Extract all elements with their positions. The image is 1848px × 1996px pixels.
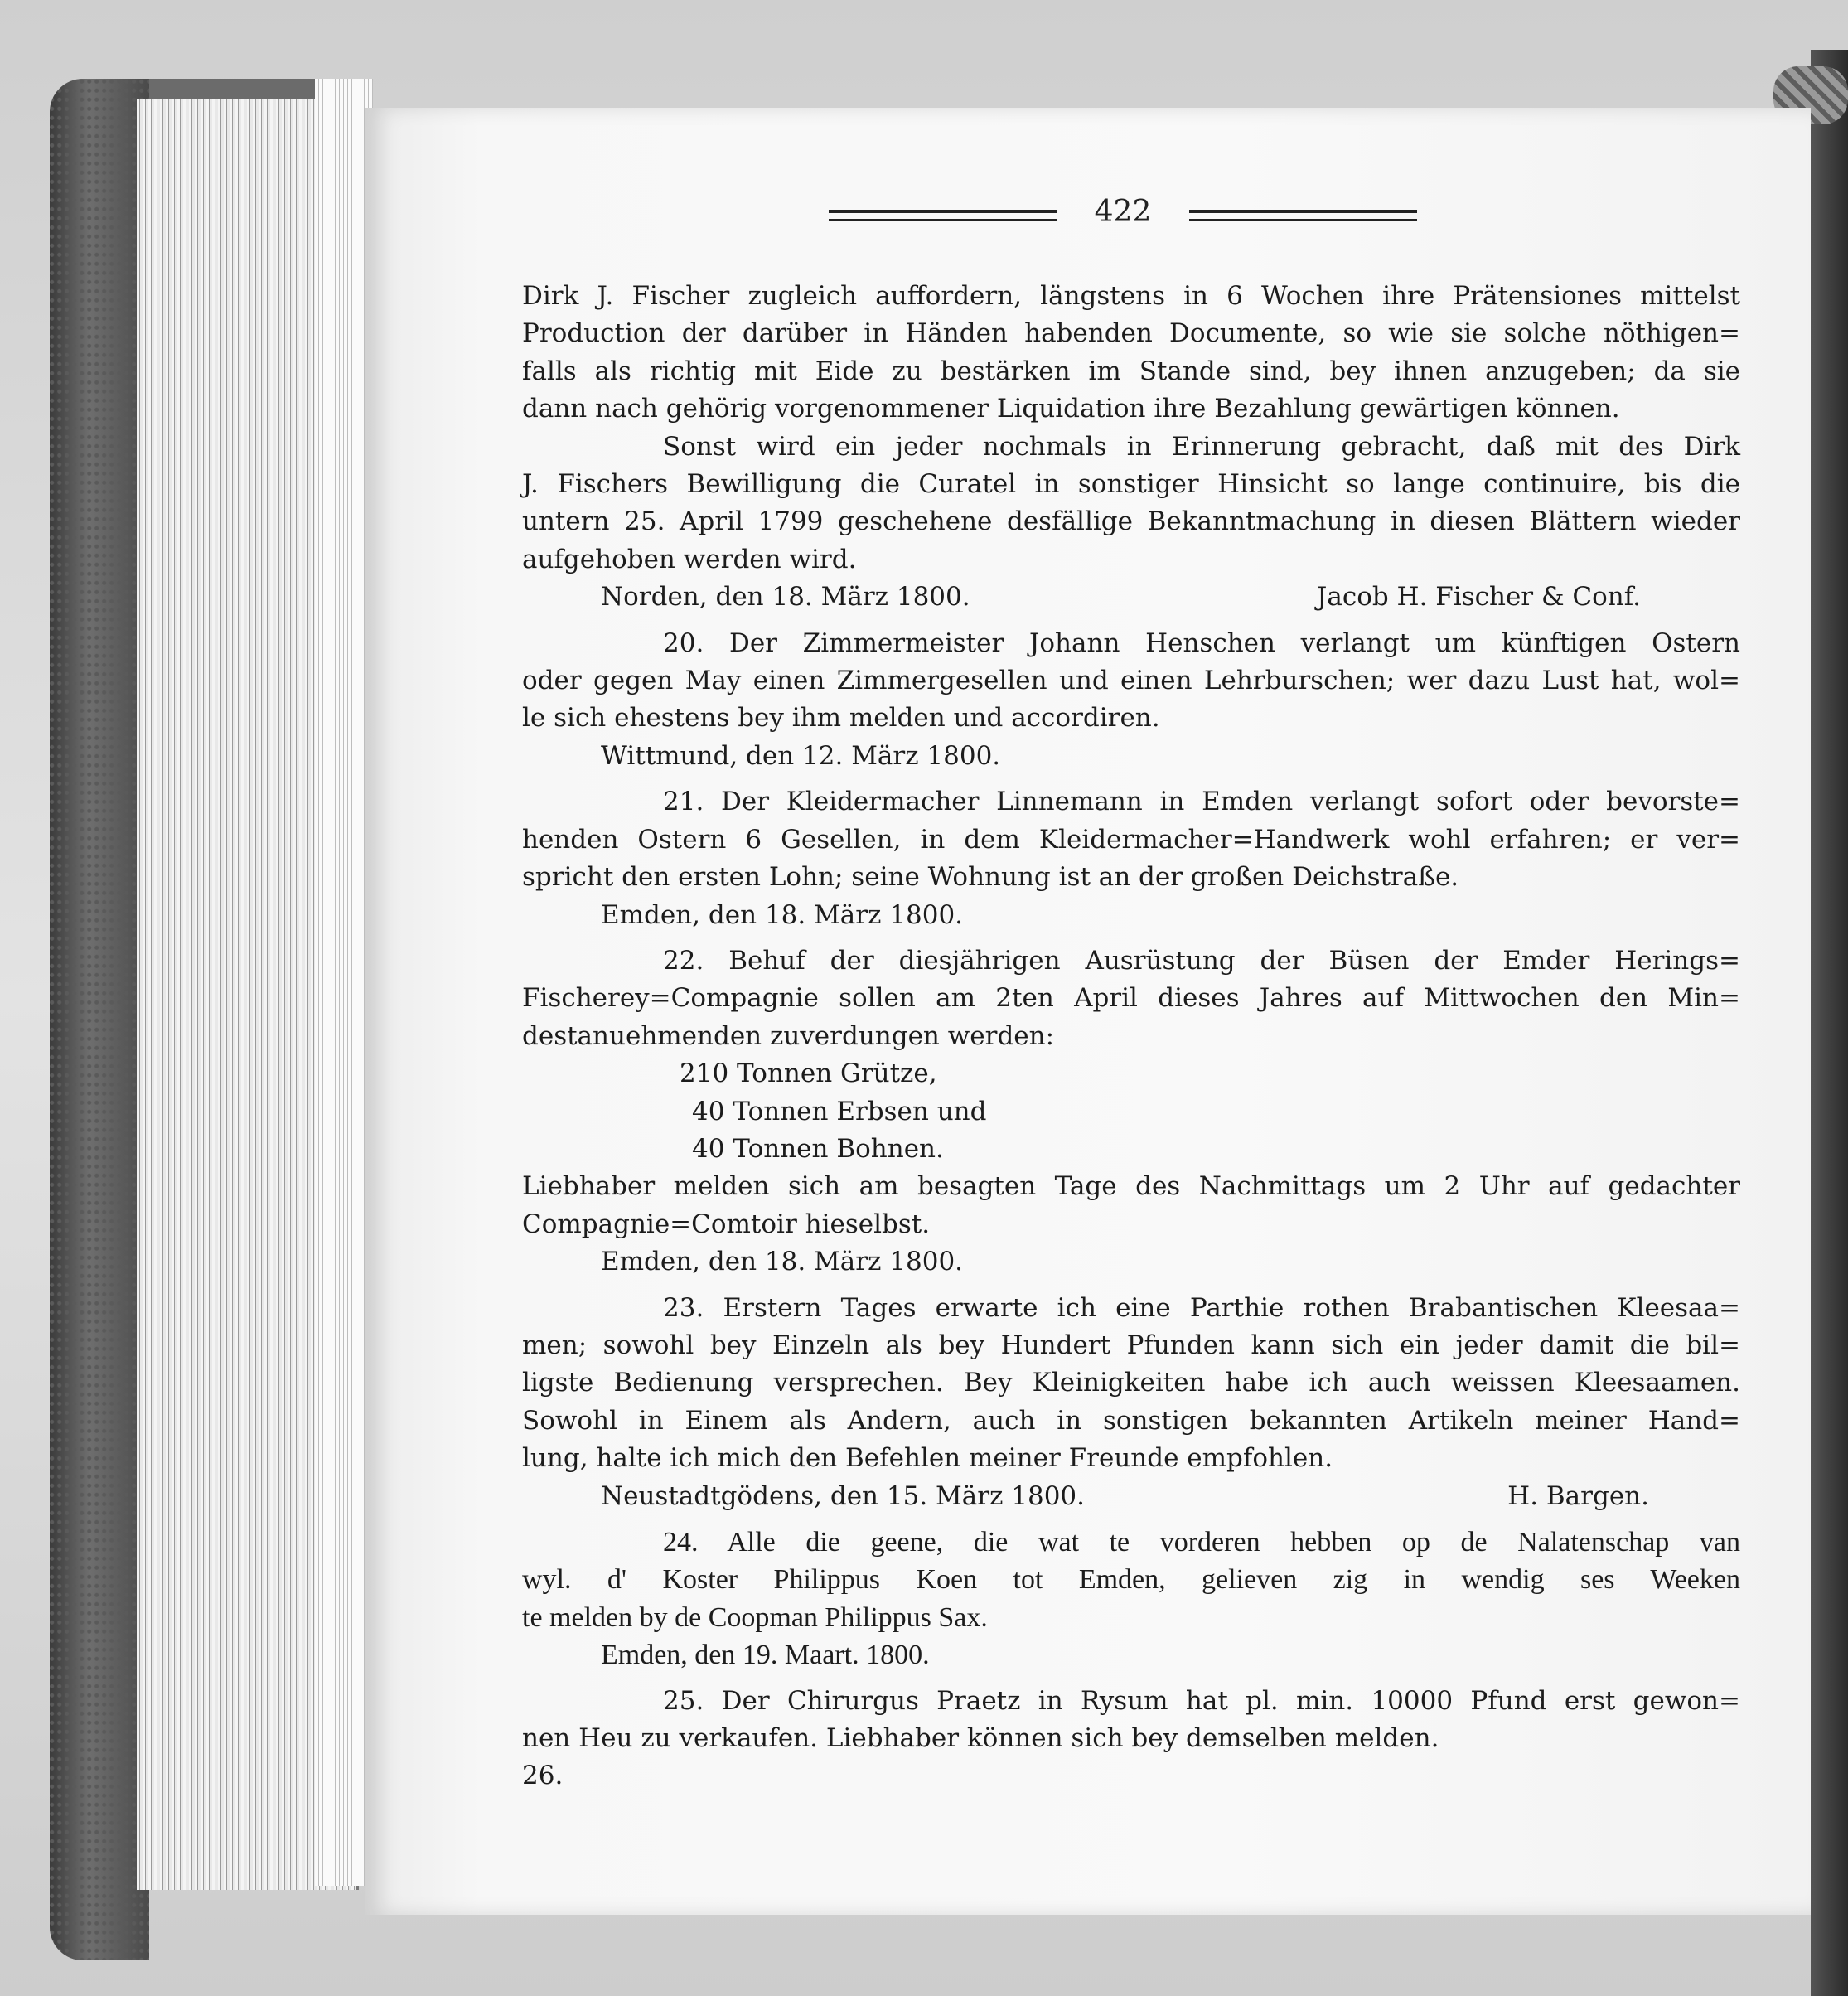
dateline-norden (522, 579, 1740, 616)
notice-23-line: ligste Bedienung versprechen. Bey Kleinigkeiten habe ich auch weissen Kleesaamen. (522, 1368, 1740, 1398)
right-cover-edge (1811, 50, 1848, 1996)
notice-20-line: le sich ehestens bey ihm melden und accordiren. (522, 703, 1160, 734)
place-date: Norden, den 18. März 1800. (601, 582, 970, 613)
place-date: Wittmund, den 12. März 1800. (601, 740, 1001, 771)
notice-21-line: spricht den ersten Lohn; seine Wohnung ist an der großen Deichstraße. (522, 862, 1459, 893)
notice-20-line: oder gegen May einen Zimmergesellen und einen Lehrburschen; wer dazu Lust hat, wol= (522, 666, 1740, 696)
place-date: Neustadtgödens, den 15. März 1800. (601, 1480, 1086, 1511)
notice-23-line: men; sowohl bey Einzeln als bey Hundert Pfunden kann sich ein jeder damit die bil= (522, 1330, 1740, 1360)
notice-25-line: 25. Der Chirurgus Praetz in Rysum hat pl. min. 10000 Pfund erst gewon= (663, 1685, 1740, 1716)
text-line: Sonst wird ein jeder nochmals in Erinnerung gebracht, daß mit des Dirk (663, 431, 1740, 462)
notice-24-line: 24. Alle die geene, die wat te vorderen hebben op de Nalatenschap van (663, 1527, 1740, 1558)
notice-23-line: 23. Erstern Tages erwarte ich eine Parthie rothen Brabantischen Kleesaa= (663, 1292, 1740, 1323)
page-body (522, 278, 1740, 1795)
text-line: J. Fischers Bewilligung die Curatel in sonstiger Hinsicht so lange continuire, bis die (522, 469, 1740, 500)
notice-22-line: 22. Behuf der diesjährigen Ausrüstung der Büsen der Emder Herings= (663, 945, 1740, 976)
text-line: dann nach gehörig vorgenommener Liquidation ihre Bezahlung gewärtigen können. (522, 394, 1620, 424)
header-rule-right (1189, 210, 1417, 221)
page-number: 422 (1094, 195, 1152, 229)
notice-25-line: nen Heu zu verkaufen. Liebhaber können sich bey demselben melden. (522, 1723, 1439, 1754)
place-date: Emden, den 18. März 1800. (601, 899, 964, 930)
notice-23-line: Sowohl in Einem als Andern, auch in sonstigen bekannten Artikeln meiner Hand= (522, 1405, 1740, 1436)
text-line: Production der darüber in Händen habenden Documente, so wie sie solche nöthigen= (522, 318, 1740, 349)
place-date: Emden, den 18. März 1800. (601, 1247, 964, 1277)
list-item: 40 Tonnen Erbsen und (692, 1096, 987, 1126)
catchword: 26. (522, 1761, 564, 1791)
page-header (829, 195, 1425, 236)
notice-24-line: wyl. d' Koster Philippus Koen tot Emden, gelieven zig in wendig ses Weeken (522, 1564, 1740, 1596)
notice-22-line: Compagnie=Comtoir hieselbst. (522, 1209, 931, 1239)
notice-22-line: destanuehmenden zuverdungen werden: (522, 1020, 1055, 1051)
signature: Jacob H. Fischer & Conf. (1316, 582, 1641, 613)
notice-23-line: lung, halte ich mich den Befehlen meiner Freunde empfohlen. (522, 1443, 1333, 1474)
text-line: aufgehoben werden wird. (522, 544, 857, 574)
place-date: Emden, den 19. Maart. 1800. (601, 1640, 930, 1671)
notice-21-line: 21. Der Kleidermacher Linnemann in Emden verlangt sofort oder bevorste= (663, 787, 1740, 817)
dateline-neustadtgoedens (522, 1478, 1740, 1515)
text-line: untern 25. April 1799 geschehene desfällige Bekanntmachung in diesen Blättern wieder (522, 506, 1740, 537)
notice-22-line: Fischerey=Compagnie sollen am 2ten April dieses Jahres auf Mittwochen den Min= (522, 983, 1740, 1014)
signature: H. Bargen. (1507, 1480, 1649, 1511)
text-line: Dirk J. Fischer zugleich auffordern, längstens in 6 Wochen ihre Prätensiones mittelst (522, 281, 1740, 311)
text-line: falls als richtig mit Eide zu bestärken im Stande sind, bey ihnen anzugeben; da sie (522, 356, 1740, 386)
notice-22-line: Liebhaber melden sich am besagten Tage des Nachmittags um 2 Uhr auf gedachter (522, 1171, 1740, 1202)
notice-21-line: henden Ostern 6 Gesellen, in dem Kleidermacher=Handwerk wohl erfahren; er ver= (522, 824, 1740, 855)
book-cover (50, 79, 149, 1960)
header-rule-left (829, 210, 1057, 221)
notice-24-line: te melden by de Coopman Philippus Sax. (522, 1601, 988, 1633)
list-item: 40 Tonnen Bohnen. (692, 1133, 944, 1164)
list-item: 210 Tonnen Grütze, (680, 1059, 937, 1089)
notice-20-line: 20. Der Zimmermeister Johann Henschen verlangt um künftigen Ostern (663, 627, 1740, 658)
